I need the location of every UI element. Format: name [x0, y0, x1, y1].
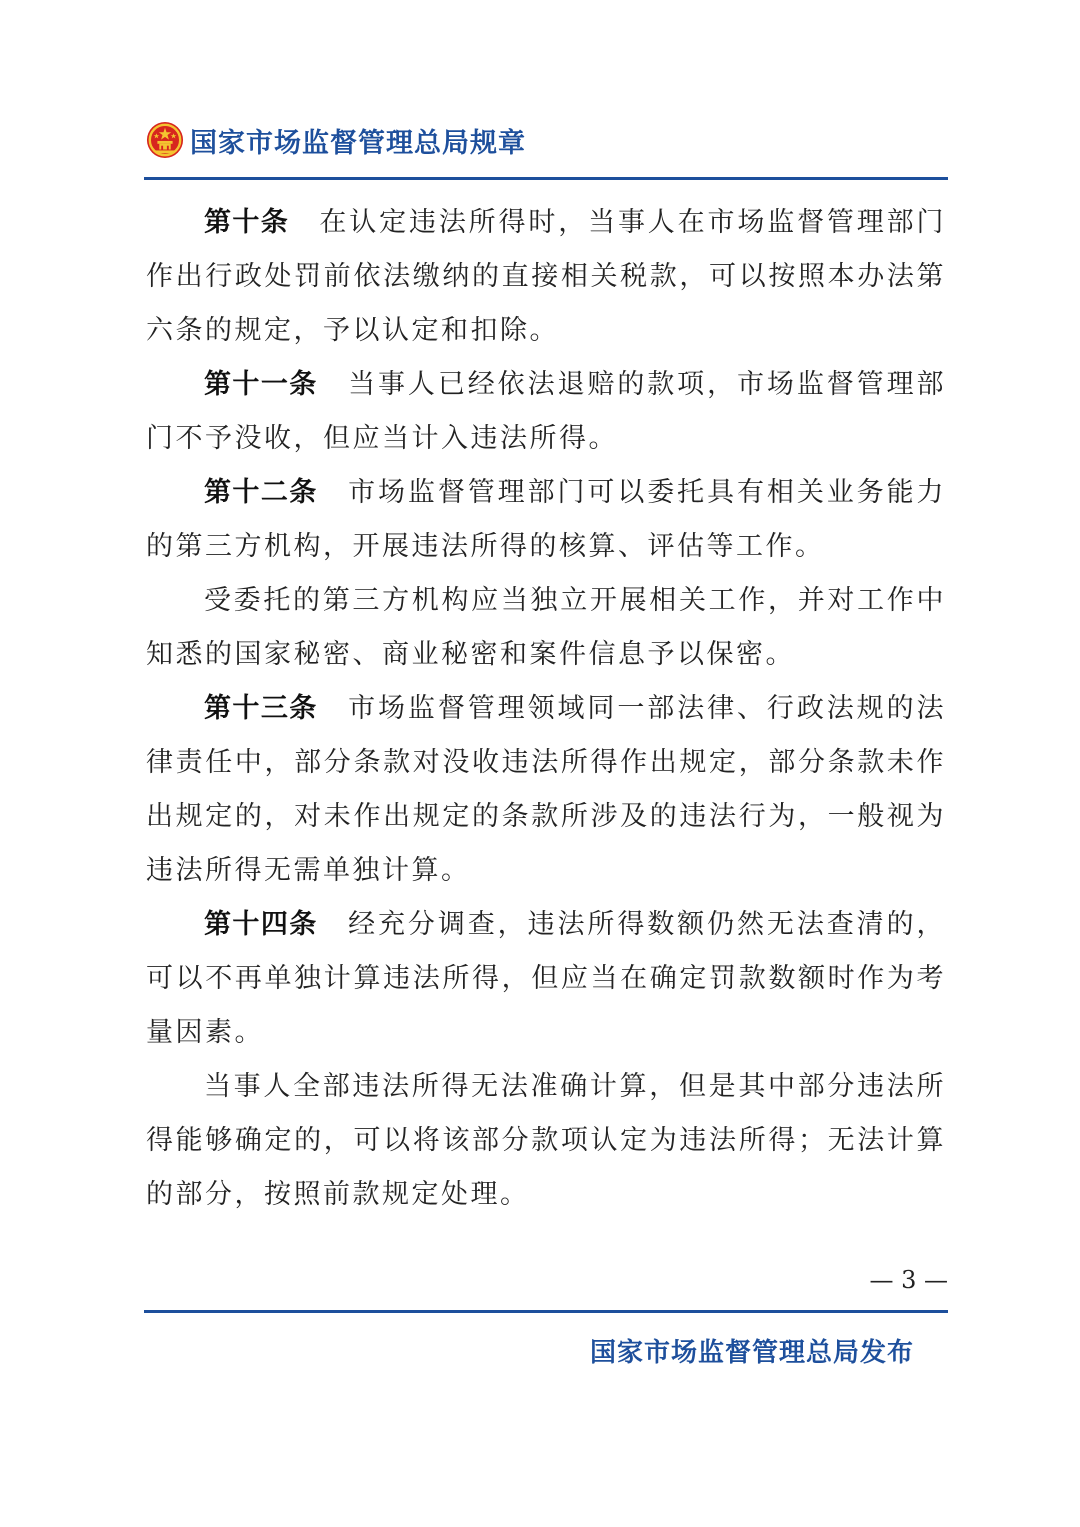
footer-divider	[144, 1310, 948, 1313]
article-text: 市场监督管理部门可以委托具有相关业务能力的第三方机构，开展违法所得的核算、评估等工作。	[146, 477, 947, 562]
article-12	[146, 466, 946, 574]
footer-publisher: 国家市场监督管理总局发布	[590, 1338, 915, 1368]
article-label: 第十一条	[204, 369, 318, 400]
article-12-paragraph-2	[146, 574, 946, 682]
header-divider	[144, 177, 948, 180]
header-title: 国家市场监督管理总局规章	[190, 127, 526, 159]
article-label: 第十三条	[204, 693, 318, 724]
article-text: 当事人已经依法退赔的款项，市场监督管理部门不予没收，但应当计入违法所得。	[146, 369, 947, 454]
article-14	[146, 898, 946, 1060]
paragraph-text: 受委托的第三方机构应当独立开展相关工作，并对工作中知悉的国家秘密、商业秘密和案件信息予以保密。	[146, 585, 946, 670]
national-emblem-icon	[146, 121, 184, 159]
article-label: 第十二条	[204, 477, 318, 508]
page-header	[146, 116, 526, 164]
article-text: 在认定违法所得时，当事人在市场监督管理部门作出行政处罚前依法缴纳的直接相关税款，可以按照本办法第六条的规定，予以认定和扣除。	[146, 207, 946, 346]
page-number: — 3 —	[869, 1266, 948, 1294]
article-11	[146, 358, 946, 466]
article-14-paragraph-2	[146, 1060, 946, 1222]
article-text: 市场监督管理领域同一部法律、行政法规的法律责任中，部分条款对没收违法所得作出规定，部分条款未作出规定的，对未作出规定的条款所涉及的违法行为，一般视为违法所得无需单独计算。	[146, 693, 947, 886]
article-13	[146, 682, 946, 898]
article-10	[146, 196, 946, 358]
document-body	[146, 196, 946, 1222]
article-label: 第十条	[204, 207, 290, 238]
article-label: 第十四条	[204, 909, 318, 940]
paragraph-text: 当事人全部违法所得无法准确计算，但是其中部分违法所得能够确定的，可以将该部分款项认定为违法所得；无法计算的部分，按照前款规定处理。	[146, 1071, 946, 1210]
article-text: 经充分调查，违法所得数额仍然无法查清的，可以不再单独计算违法所得，但应当在确定罚款数额时作为考量因素。	[146, 909, 947, 1048]
